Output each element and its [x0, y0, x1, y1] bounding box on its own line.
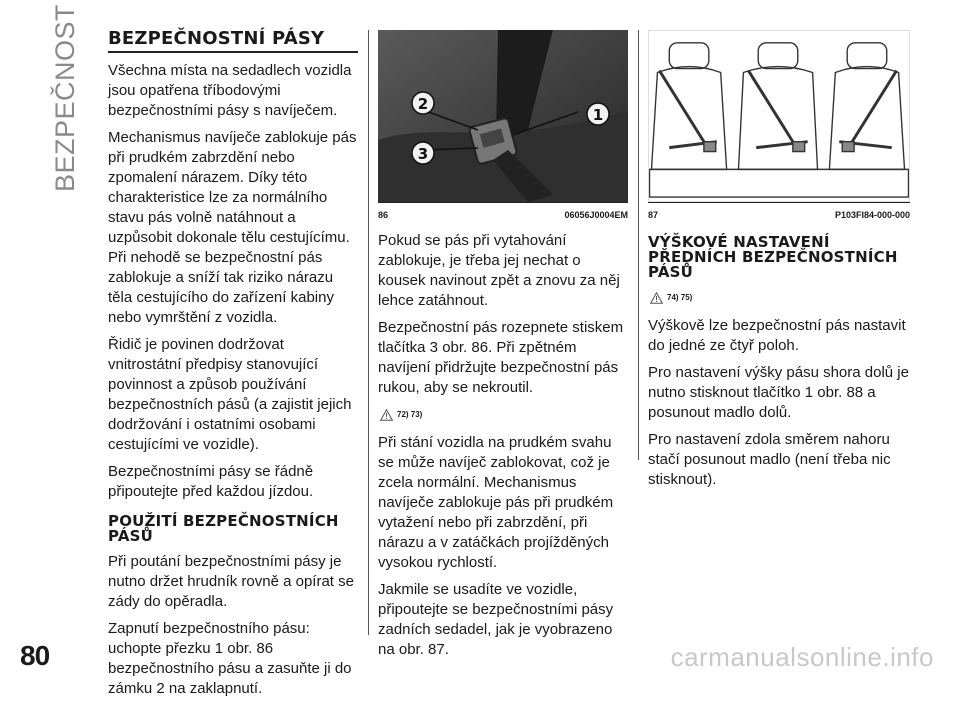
paragraph: Všechna místa na sedadlech vozidla jsou opatřena tříbodovými bezpečnostními pásy s navíječem. [108, 62, 352, 119]
callout-3 [412, 142, 434, 164]
section-side-tab [50, 3, 80, 192]
warning-refs: 72) 73) [397, 410, 423, 419]
watermark: carmanualsonline.info [670, 642, 934, 672]
heading-using-belts: POUŽITÍ BEZPEČNOSTNÍCH PÁSŮ [108, 512, 339, 545]
section-side-tab-label: BEZPEČNOST [50, 3, 80, 192]
figure-code: P103FI84-000-000 [834, 210, 910, 220]
warning-triangle-icon [650, 292, 663, 304]
callout-1 [587, 103, 609, 125]
paragraph: Řidič je povinen dodržovat vnitrostátní předpisy stanovující povinnost a způsob používání bezpečnostních pásů (a zajistit jejich dodržování i ostatními osobami cestujícími ve vozidle). [108, 336, 352, 453]
paragraph: Při stání vozidla na prudkém svahu se může navíječ zablokovat, což je zcela normální. Mechanismus navíječe zablokuje pás při prudkém vytažení nebo při zabrzdění, při nárazu a v zatáčkách projížděných vysokou rychlostí. [378, 434, 614, 571]
paragraph: Pokud se pás při vytahování zablokuje, je třeba jej nechat o kousek navinout zpět a znovu za něj lehce zatáhnout. [378, 232, 620, 309]
svg-text:3: 3 [417, 145, 429, 163]
figure-87-caption [648, 202, 910, 225]
column-3 [648, 30, 910, 497]
column-divider-1 [368, 30, 369, 635]
svg-text:2: 2 [417, 95, 429, 113]
paragraph: Zapnutí bezpečnostního pásu: uchopte přezku 1 obr. 86 bezpečnostního pásu a zasuňte ji do zámku 2 na zaklapnutí. [108, 620, 352, 697]
warning-reference [380, 405, 628, 425]
figure-86-buckle-photo [378, 30, 628, 202]
paragraph: Bezpečnostní pás rozepnete stiskem tlačítka 3 obr. 86. Při zpětném navíjení přidržujte bezpečnostní pás rukou, aby se nekroutil. [378, 319, 624, 396]
warning-reference [650, 288, 910, 308]
paragraph: Pro nastavení výšky pásu shora dolů je nutno stisknout tlačítko 1 obr. 88 a posunout madlo dolů. [648, 364, 909, 421]
column-1 [108, 30, 358, 706]
rear-seats-illustration [649, 31, 909, 201]
buckle-illustration [378, 30, 628, 202]
svg-text:1: 1 [592, 106, 604, 124]
warning-triangle-icon [380, 409, 393, 421]
figure-87-rear-seats [648, 30, 910, 202]
paragraph: Jakmile se usadíte ve vozidle, připoutejte se bezpečnostními pásy zadních sedadel, jak je vyobrazeno na obr. 87. [378, 581, 614, 658]
heading-seat-belts: BEZPEČNOSTNÍ PÁSY [108, 30, 358, 53]
paragraph: Při poutání bezpečnostními pásy je nutno držet hrudník rovně a opírat se zády do opěradla. [108, 553, 354, 610]
figure-number: 86 [378, 210, 389, 220]
page-number: 80 [20, 640, 50, 671]
figure-86-caption [378, 202, 628, 225]
paragraph: Pro nastavení zdola směrem nahoru stačí posunout madlo (není třeba nic stisknout). [648, 431, 891, 488]
paragraph: Bezpečnostními pásy se řádně připoutejte před každou jízdou. [108, 463, 314, 500]
paragraph: Mechanismus navíječe zablokuje pás při prudkém zabrzdění nebo zpomalení nárazem. Díky této charakteristice lze za normálního stavu pás volně natáhnout a uzpůsobit dokonale tělu cestujícímu. Při nehodě se bezpečnostní pás zablokuje a sníží tak riziko nárazu těla cestujícího do zařízení kabiny nebo vymrštění z vozidla. [108, 129, 357, 326]
figure-number: 87 [648, 210, 659, 220]
column-divider-2 [638, 30, 639, 460]
figure-code: 06056J0004EM [564, 210, 628, 220]
warning-refs: 74) 75) [667, 293, 693, 302]
column-2 [378, 30, 628, 667]
paragraph: Výškově lze bezpečnostní pás nastavit do jedné ze čtyř poloh. [648, 317, 906, 354]
callout-2 [412, 92, 434, 114]
heading-height-adjustment: VÝŠKOVÉ NASTAVENÍ PŘEDNÍCH BEZPEČNOSTNÍCH PÁSŮ [648, 233, 898, 281]
